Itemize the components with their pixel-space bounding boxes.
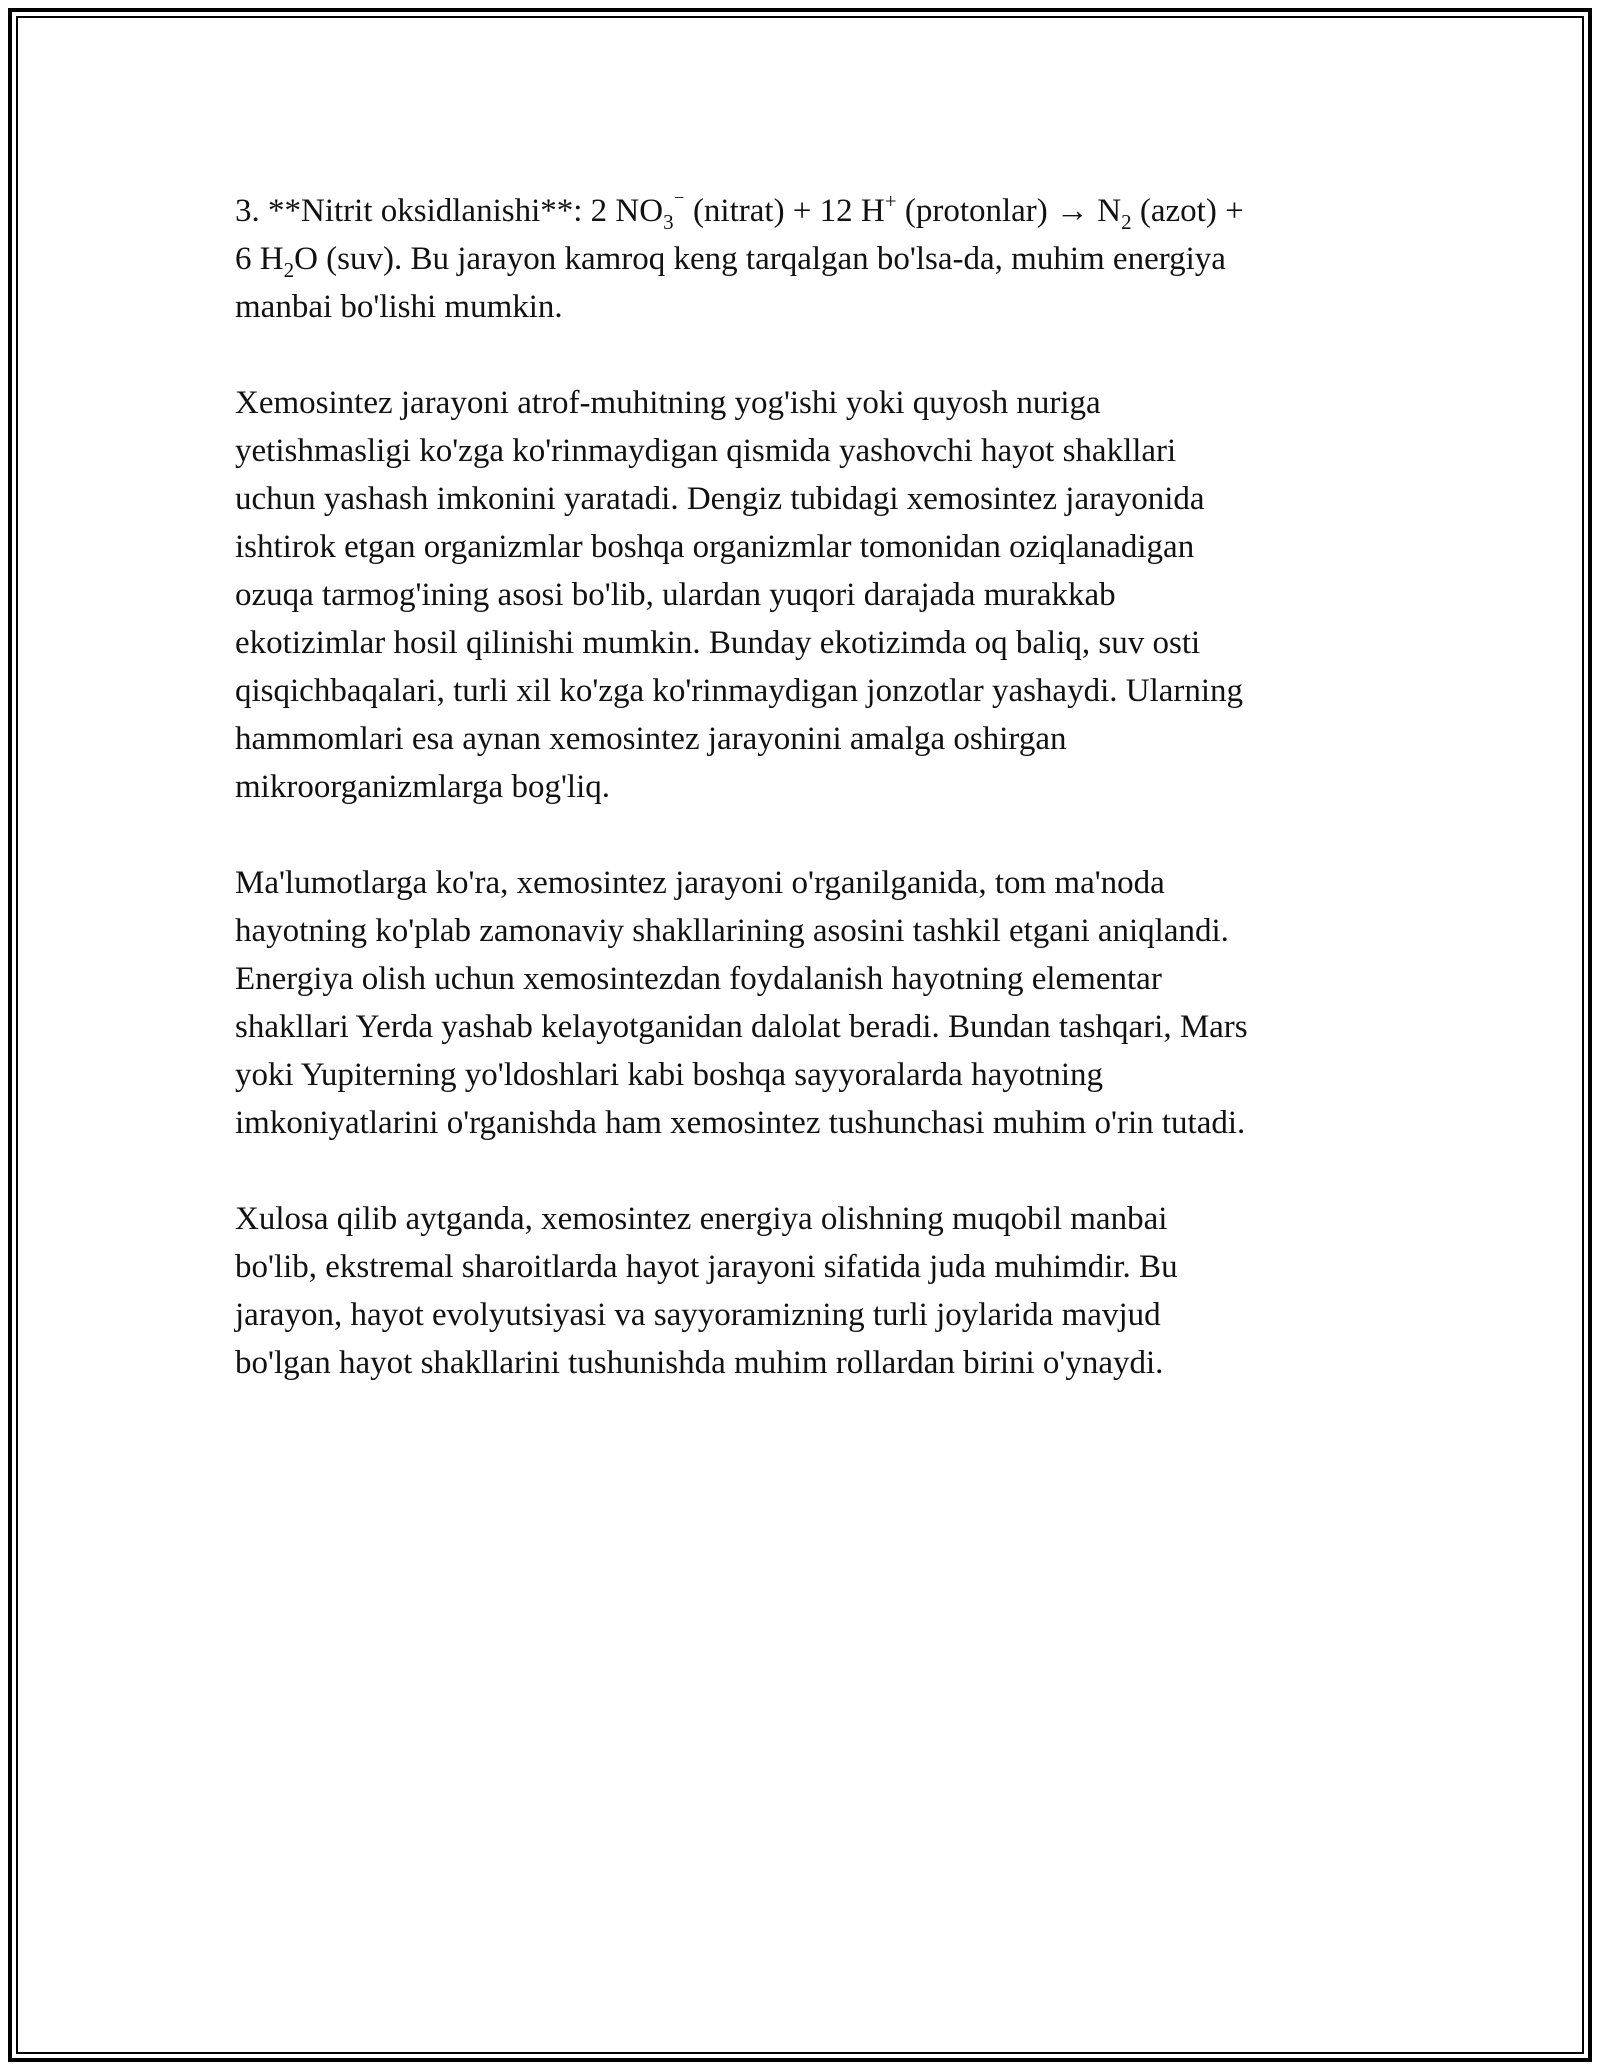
text-line xyxy=(235,1339,1365,1387)
paragraph xyxy=(235,379,1365,811)
text-run: mikroorganizmlarga bog'liq. xyxy=(235,769,610,805)
text-run: ishtirok etgan organizmlar boshqa organizmlar tomonidan oziqlanadigan xyxy=(235,529,1195,565)
text-run: yetishmasligi ko'zga ko'rinmaydigan qismida yashovchi hayot shakllari xyxy=(235,433,1177,469)
text-line xyxy=(235,187,1365,235)
text-run: (protonlar) → N xyxy=(896,193,1122,229)
paragraph xyxy=(235,1195,1365,1387)
text-line xyxy=(235,715,1365,763)
text-run: 3. **Nitrit oksidlanishi**: 2 NO xyxy=(235,193,664,229)
document-body xyxy=(235,187,1365,1435)
text-line xyxy=(235,859,1365,907)
text-line xyxy=(235,283,1365,331)
text-line xyxy=(235,235,1365,283)
text-run: Ma'lumotlarga ko'ra, xemosintez jarayoni o'rganilganida, tom ma'noda xyxy=(235,865,1165,901)
text-run: bo'lib, ekstremal sharoitlarda hayot jarayoni sifatida juda muhimdir. Bu xyxy=(235,1249,1178,1285)
superscript: ⁻ xyxy=(673,189,685,213)
text-run: bo'lgan hayot shakllarini tushunishda muhim rollardan birini o'ynaydi. xyxy=(235,1345,1164,1381)
text-line xyxy=(235,1195,1365,1243)
text-run: (nitrat) + 12 H xyxy=(684,193,885,229)
text-line xyxy=(235,427,1365,475)
text-line xyxy=(235,907,1365,955)
text-run: shakllari Yerda yashab kelayotganidan dalolat beradi. Bundan tashqari, Mars xyxy=(235,1009,1248,1045)
text-line xyxy=(235,667,1365,715)
text-run: hammomlari esa aynan xemosintez jarayonini amalga oshirgan xyxy=(235,721,1067,757)
paragraph xyxy=(235,859,1365,1147)
text-run: ekotizimlar hosil qilinishi mumkin. Bunday ekotizimda oq baliq, suv osti xyxy=(235,625,1201,661)
text-run: (azot) + xyxy=(1131,193,1244,229)
text-line xyxy=(235,1003,1365,1051)
text-run: qisqichbaqalari, turli xil ko'zga ko'rinmaydigan jonzotlar yashaydi. Ularning xyxy=(235,673,1244,709)
text-run: Xulosa qilib aytganda, xemosintez energiya olishning muqobil manbai xyxy=(235,1201,1168,1237)
subscript: 2 xyxy=(283,258,295,282)
text-run: imkoniyatlarini o'rganishda ham xemosintez tushunchasi muhim o'rin tutadi. xyxy=(235,1105,1246,1141)
text-line xyxy=(235,1099,1365,1147)
text-line xyxy=(235,955,1365,1003)
text-line xyxy=(235,1291,1365,1339)
superscript: + xyxy=(884,189,897,213)
text-run: uchun yashash imkonini yaratadi. Dengiz tubidagi xemosintez jarayonida xyxy=(235,481,1205,517)
text-run: hayotning ko'plab zamonaviy shakllarining asosini tashkil etgani aniqlandi. xyxy=(235,913,1229,949)
text-line xyxy=(235,763,1365,811)
text-run: ozuqa tarmog'ining asosi bo'lib, ulardan yuqori darajada murakkab xyxy=(235,577,1116,613)
text-line xyxy=(235,571,1365,619)
paragraph xyxy=(235,187,1365,331)
text-line xyxy=(235,523,1365,571)
text-line xyxy=(235,619,1365,667)
text-run: jarayon, hayot evolyutsiyasi va sayyoramizning turli joylarida mavjud xyxy=(235,1297,1161,1333)
text-run: yoki Yupiterning yo'ldoshlari kabi boshqa sayyoralarda hayotning xyxy=(235,1057,1104,1093)
text-line xyxy=(235,1243,1365,1291)
text-run: manbai bo'lishi mumkin. xyxy=(235,289,563,325)
text-run: O (suv). Bu jarayon kamroq keng tarqalgan bo'lsa-da, muhim energiya xyxy=(294,241,1226,277)
text-line xyxy=(235,379,1365,427)
text-run: Xemosintez jarayoni atrof-muhitning yog'ishi yoki quyosh nuriga xyxy=(235,385,1101,421)
text-run: 6 H xyxy=(235,241,284,277)
subscript: 3 xyxy=(663,210,674,234)
text-line xyxy=(235,1051,1365,1099)
text-line xyxy=(235,475,1365,523)
subscript: 2 xyxy=(1121,210,1132,234)
text-run: Energiya olish uchun xemosintezdan foydalanish hayotning elementar xyxy=(235,961,1162,997)
